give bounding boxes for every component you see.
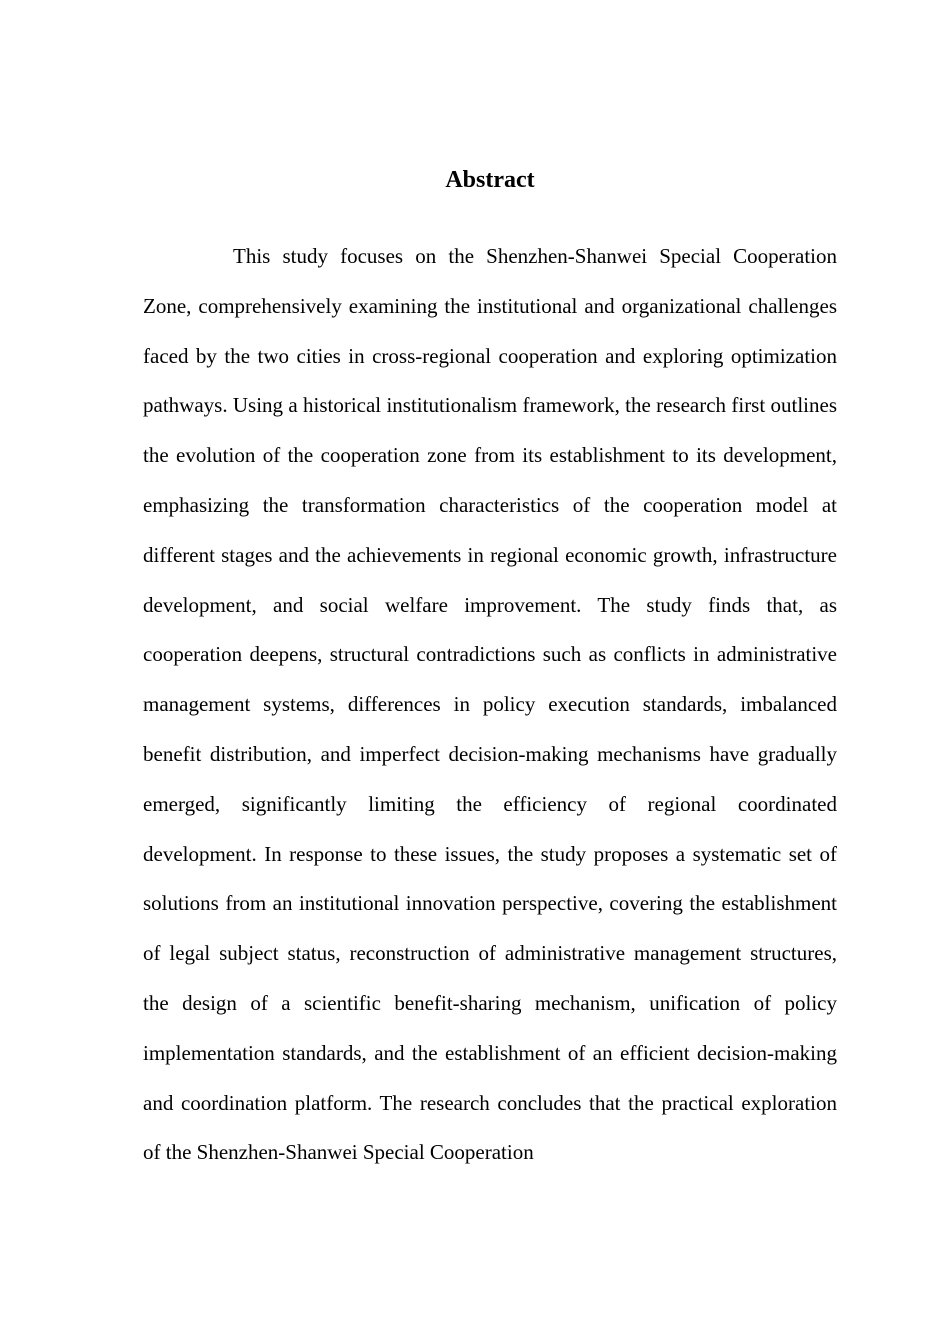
abstract-title: Abstract (445, 167, 535, 193)
abstract-paragraph: This study focuses on the Shenzhen-Shanwei Special Cooperation Zone, comprehensively examining the institutional and organizational challenges faced by the two cities in cross-regional cooperation and exploring optimization pathways. Using a historical institutionalism framework, the research first outlines the evolution of the cooperation zone from its establishment to its development, emphasizing the transformation characteristics of the cooperation model at different stages and the achievements in regional economic growth, infrastructure development, and social welfare improvement. The study finds that, as cooperation deepens, structural contradictions such as conflicts in administrative management systems, differences in policy execution standards, imbalanced benefit distribution, and imperfect decision-making mechanisms have gradually emerged, significantly limiting the efficiency of regional coordinated development. In response to these issues, the study proposes a systematic set of solutions from an institutional innovation perspective, covering the establishment of legal subject status, reconstruction of administrative management structures, the design of a scientific benefit-sharing mechanism, unification of policy implementation standards, and the establishment of an efficient decision-making and coordination platform. The research concludes that the practical exploration of the Shenzhen-Shanwei Special Cooperation (143, 244, 837, 1165)
